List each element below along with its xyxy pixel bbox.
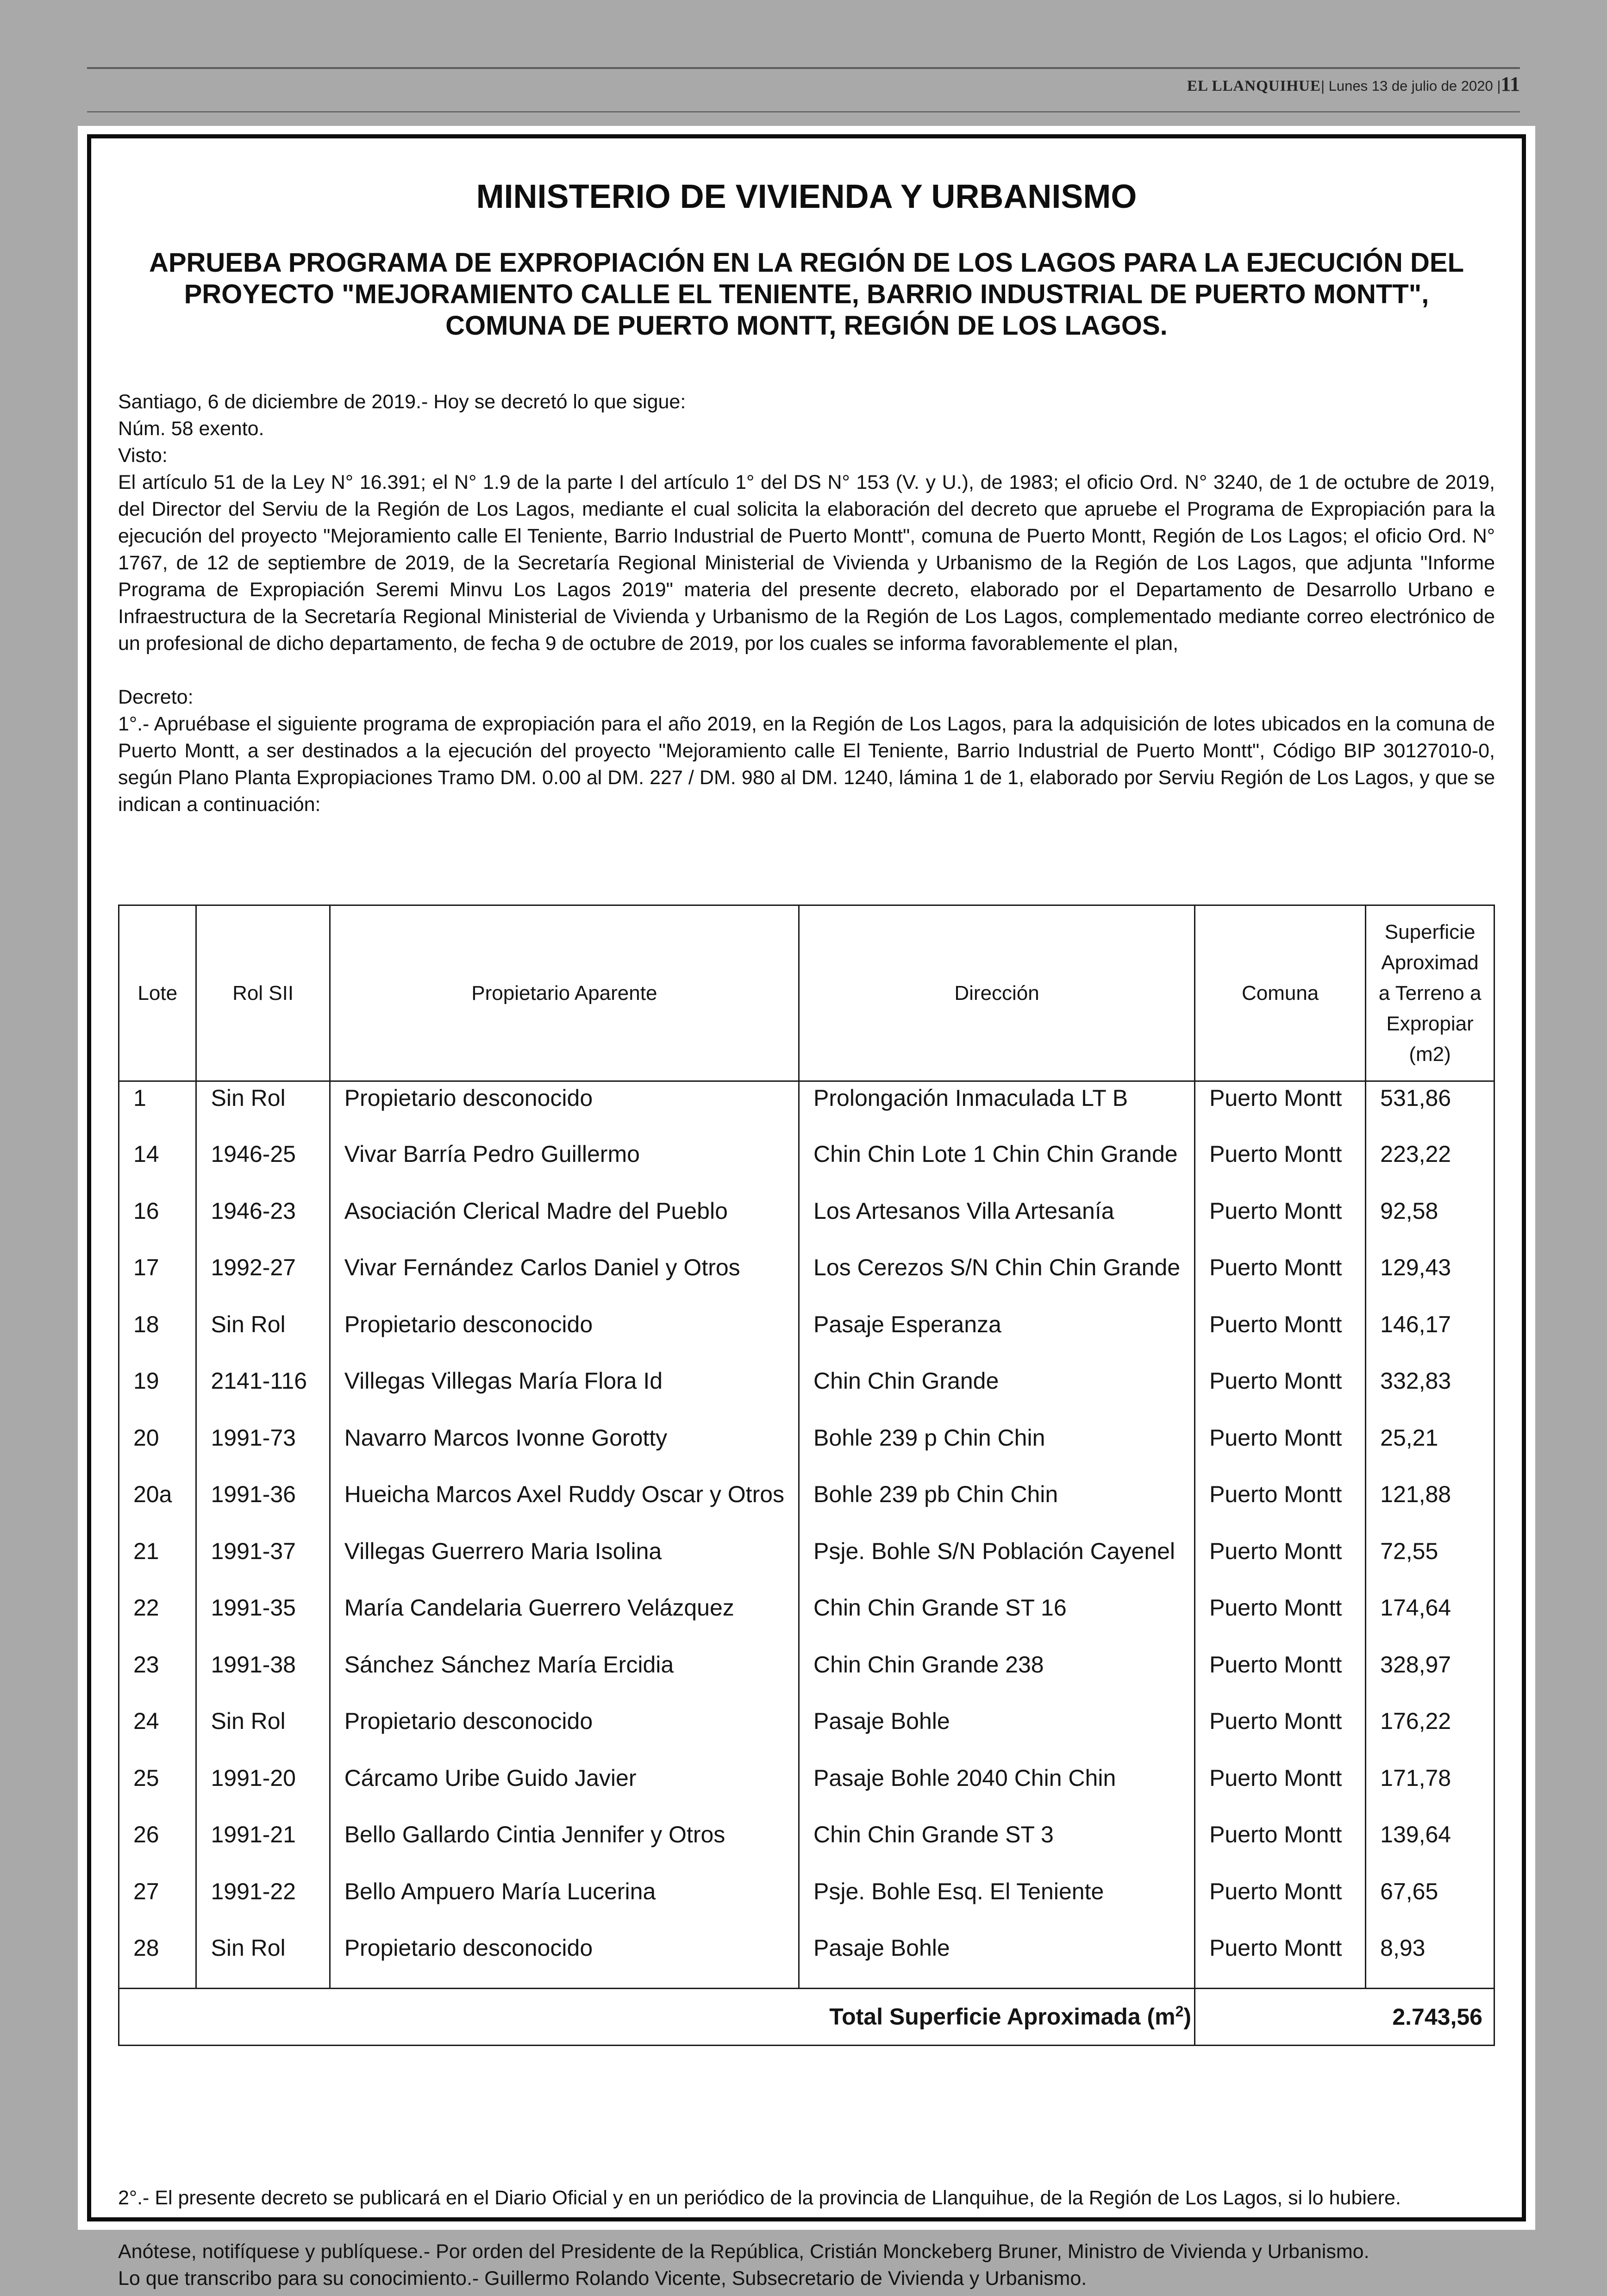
total-value: 2.743,56 [1195,1989,1494,2046]
cell-comuna: Puerto Montt [1195,1762,1366,1819]
table-row [119,1138,1494,1195]
cell-comuna: Puerto Montt [1195,1308,1366,1365]
cell-direccion: Pasaje Bohle [799,1932,1195,1989]
header-top-rule [87,67,1520,69]
notice-body [118,388,1495,818]
cell-superficie: 67,65 [1366,1875,1494,1932]
cell-superficie: 174,64 [1366,1591,1494,1648]
article-2: 2°.- El presente decreto se publicará en el Diario Oficial y en un periódico de la provincia de Llanquihue, de la Región de Los Lagos, si lo hubiere. [118,2187,1401,2209]
header-propietario: Propietario Aparente [330,905,799,1081]
cell-lote: 26 [119,1818,196,1875]
cell-direccion: Bohle 239 pb Chin Chin [799,1478,1195,1535]
cell-rol: 1992-27 [196,1251,330,1308]
cell-propietario: Bello Gallardo Cintia Jennifer y Otros [330,1818,799,1875]
cell-comuna: Puerto Montt [1195,1932,1366,1989]
table-row [119,1365,1494,1422]
expropriation-table [118,905,1495,2046]
header-superficie: Superficie Aproximad a Terreno a Expropiar (m2) [1366,905,1494,1081]
cell-superficie: 8,93 [1366,1932,1494,1989]
cell-direccion: Chin Chin Grande [799,1365,1195,1422]
notice-frame [87,134,1526,2290]
table-body [119,1081,1494,1989]
cell-direccion: Pasaje Esperanza [799,1308,1195,1365]
closing-line-2: Lo que transcribo para su conocimiento.- Guillermo Rolando Vicente, Subsecretario de Vivienda y Urbanismo. [118,2267,1087,2290]
cell-direccion: Los Cerezos S/N Chin Chin Grande [799,1251,1195,1308]
closing-line-1: Anótese, notifíquese y publíquese.- Por orden del Presidente de la República, Cristián Monckeberg Bruner, Ministro de Vivienda y Urbanismo. [118,2240,1369,2263]
cell-rol: 1946-23 [196,1195,330,1252]
table-row [119,1648,1494,1705]
cell-comuna: Puerto Montt [1195,1705,1366,1762]
cell-direccion: Los Artesanos Villa Artesanía [799,1195,1195,1252]
table-row [119,1762,1494,1819]
cell-rol: Sin Rol [196,1308,330,1365]
cell-rol: 2141-116 [196,1365,330,1422]
visto-label: Visto: [118,444,168,467]
cell-comuna: Puerto Montt [1195,1535,1366,1592]
cell-rol: 1991-22 [196,1875,330,1932]
notice-footer [118,2184,1495,2292]
cell-rol: 1946-25 [196,1138,330,1195]
table-row [119,1422,1494,1479]
cell-superficie: 171,78 [1366,1762,1494,1819]
cell-lote: 17 [119,1251,196,1308]
cell-lote: 18 [119,1308,196,1365]
cell-superficie: 332,83 [1366,1365,1494,1422]
table-row [119,1478,1494,1535]
cell-rol: 1991-35 [196,1591,330,1648]
cell-propietario: María Candelaria Guerrero Velázquez [330,1591,799,1648]
visto-text: El artículo 51 de la Ley N° 16.391; el N° 1.9 de la parte I del artículo 1° del DS N° 153 (V. y U.), de 1983; el oficio Ord. N° 3240, de 1 de octubre de 2019, del Director del Serviu de la Región de Los Lagos, mediante el cual solicita la elaboración del decreto que apruebe el Programa de Expropiación para la ejecución del proyecto "Mejoramiento calle El Teniente, Barrio Industrial de Puerto Montt", comuna de Puerto Montt, Región de Los Lagos; el oficio Ord. N° 1767, de 12 de septiembre de 2019, de la Secretaría Regional Ministerial de Vivienda y Urbanismo de la Región de Los Lagos, que adjunta "Informe Programa de Expropiación Seremi Minvu Los Lagos 2019" materia del presente decreto, elaborado por el Departamento de Desarrollo Urbano e Infraestructura de la Secretaría Regional Ministerial de Vivienda y Urbanismo de la Región de Los Lagos, complementado mediante correo electrónico de un profesional de dicho departamento, de fecha 9 de octubre de 2019, por los cuales se informa favorablemente el plan, [118,471,1495,655]
cell-direccion: Chin Chin Grande 238 [799,1648,1195,1705]
cell-lote: 27 [119,1875,196,1932]
cell-rol: 1991-38 [196,1648,330,1705]
decreto-label: Decreto: [118,686,194,708]
cell-propietario: Cárcamo Uribe Guido Javier [330,1762,799,1819]
total-row [119,1989,1494,2046]
cell-superficie: 531,86 [1366,1081,1494,1138]
header-bottom-rule [87,111,1520,112]
total-label: Total Superficie Aproximada $(m^2)$ [799,1989,1195,2046]
cell-superficie: 223,22 [1366,1138,1494,1195]
cell-propietario: Asociación Clerical Madre del Pueblo [330,1195,799,1252]
cell-propietario: Villegas Guerrero Maria Isolina [330,1535,799,1592]
cell-superficie: 176,22 [1366,1705,1494,1762]
table-row [119,1932,1494,1989]
table-row [119,1308,1494,1365]
cell-comuna: Puerto Montt [1195,1138,1366,1195]
notice-subtitle: APRUEBA PROGRAMA DE EXPROPIACIÓN EN LA REGIÓN DE LOS LAGOS PARA LA EJECUCIÓN DEL PROYECTO "MEJORAMIENTO CALLE EL TENIENTE, BARRIO INDUSTRIAL DE PUERTO MONTT", COMUNA DE PUERTO MONTT, REGIÓN DE LOS LAGOS. [149,248,1464,341]
cell-lote: 14 [119,1138,196,1195]
table-row [119,1535,1494,1592]
cell-propietario: Sánchez Sánchez María Ercidia [330,1648,799,1705]
issue-date: | Lunes 13 de julio de 2020 | [1321,78,1501,94]
page-number: 11 [1501,73,1520,95]
cell-comuna: Puerto Montt [1195,1251,1366,1308]
cell-propietario: Villegas Villegas María Flora Id [330,1365,799,1422]
cell-propietario: Propietario desconocido [330,1308,799,1365]
cell-lote: 21 [119,1535,196,1592]
page-header [1187,70,1520,98]
header-comuna: Comuna [1195,905,1366,1081]
table-row [119,1195,1494,1252]
cell-lote: 20a [119,1478,196,1535]
cell-rol: 1991-36 [196,1478,330,1535]
table-row [119,1591,1494,1648]
cell-superficie: 328,97 [1366,1648,1494,1705]
notice-title: MINISTERIO DE VIVIENDA Y URBANISMO [476,178,1137,215]
cell-lote: 28 [119,1932,196,1989]
cell-comuna: Puerto Montt [1195,1875,1366,1932]
cell-lote: 1 [119,1081,196,1138]
cell-propietario: Hueicha Marcos Axel Ruddy Oscar y Otros [330,1478,799,1535]
cell-propietario: Bello Ampuero María Lucerina [330,1875,799,1932]
cell-superficie: 129,43 [1366,1251,1494,1308]
cell-superficie: 92,58 [1366,1195,1494,1252]
cell-direccion: Prolongación Inmaculada LT B [799,1081,1195,1138]
table-row [119,1081,1494,1138]
cell-comuna: Puerto Montt [1195,1365,1366,1422]
cell-lote: 22 [119,1591,196,1648]
cell-propietario: Navarro Marcos Ivonne Gorotty [330,1422,799,1479]
cell-direccion: Psje. Bohle S/N Población Cayenel [799,1535,1195,1592]
cell-lote: 24 [119,1705,196,1762]
header-rol: Rol SII [196,905,330,1081]
cell-superficie: 25,21 [1366,1422,1494,1479]
cell-comuna: Puerto Montt [1195,1195,1366,1252]
decree-number: Núm. 58 exento. [118,418,264,440]
cell-rol: Sin Rol [196,1705,330,1762]
cell-comuna: Puerto Montt [1195,1591,1366,1648]
table-header-row [119,905,1494,1081]
cell-propietario: Propietario desconocido [330,1705,799,1762]
cell-rol: 1991-21 [196,1818,330,1875]
cell-propietario: Vivar Barría Pedro Guillermo [330,1138,799,1195]
cell-rol: 1991-73 [196,1422,330,1479]
cell-comuna: Puerto Montt [1195,1081,1366,1138]
cell-direccion: Pasaje Bohle [799,1705,1195,1762]
cell-rol: 1991-37 [196,1535,330,1592]
cell-comuna: Puerto Montt [1195,1478,1366,1535]
table-row [119,1251,1494,1308]
cell-rol: Sin Rol [196,1932,330,1989]
table-row [119,1705,1494,1762]
cell-lote: 16 [119,1195,196,1252]
total-blank-cell [119,1989,799,2046]
cell-superficie: 146,17 [1366,1308,1494,1365]
expropriation-table-wrap [118,905,1495,2046]
newspaper-name: EL LLANQUIHUE [1187,78,1321,94]
cell-superficie: 139,64 [1366,1818,1494,1875]
cell-direccion: Chin Chin Lote 1 Chin Chin Grande [799,1138,1195,1195]
cell-direccion: Chin Chin Grande ST 16 [799,1591,1195,1648]
notice-content [118,138,1495,2290]
cell-rol: 1991-20 [196,1762,330,1819]
cell-comuna: Puerto Montt [1195,1818,1366,1875]
header-direccion: Dirección [799,905,1195,1081]
cell-superficie: 72,55 [1366,1535,1494,1592]
cell-rol: Sin Rol [196,1081,330,1138]
cell-direccion: Bohle 239 p Chin Chin [799,1422,1195,1479]
table-row [119,1818,1494,1875]
header-lote: Lote [119,905,196,1081]
cell-superficie: 121,88 [1366,1478,1494,1535]
cell-propietario: Propietario desconocido [330,1081,799,1138]
cell-direccion: Psje. Bohle Esq. El Teniente [799,1875,1195,1932]
table-row [119,1875,1494,1932]
cell-direccion: Pasaje Bohle 2040 Chin Chin [799,1762,1195,1819]
date-line: Santiago, 6 de diciembre de 2019.- Hoy se decretó lo que sigue: [118,391,686,413]
decreto-text: 1°.- Apruébase el siguiente programa de expropiación para el año 2019, en la Región de Los Lagos, para la adquisición de lotes ubicados en la comuna de Puerto Montt, a ser destinados a la ejecución del proyecto "Mejoramiento calle El Teniente, Barrio Industrial de Puerto Montt", Código BIP 30127010-0, según Plano Planta Expropiaciones Tramo DM. 0.00 al DM. 227 / DM. 980 al DM. 1240, lámina 1 de 1, elaborado por Serviu Región de Los Lagos, y que se indican a continuación: [118,713,1495,816]
cell-propietario: Propietario desconocido [330,1932,799,1989]
cell-lote: 25 [119,1762,196,1819]
legal-notice [78,126,1535,2290]
cell-lote: 23 [119,1648,196,1705]
cell-comuna: Puerto Montt [1195,1422,1366,1479]
cell-lote: 20 [119,1422,196,1479]
cell-lote: 19 [119,1365,196,1422]
cell-direccion: Chin Chin Grande ST 3 [799,1818,1195,1875]
cell-comuna: Puerto Montt [1195,1648,1366,1705]
cell-propietario: Vivar Fernández Carlos Daniel y Otros [330,1251,799,1308]
